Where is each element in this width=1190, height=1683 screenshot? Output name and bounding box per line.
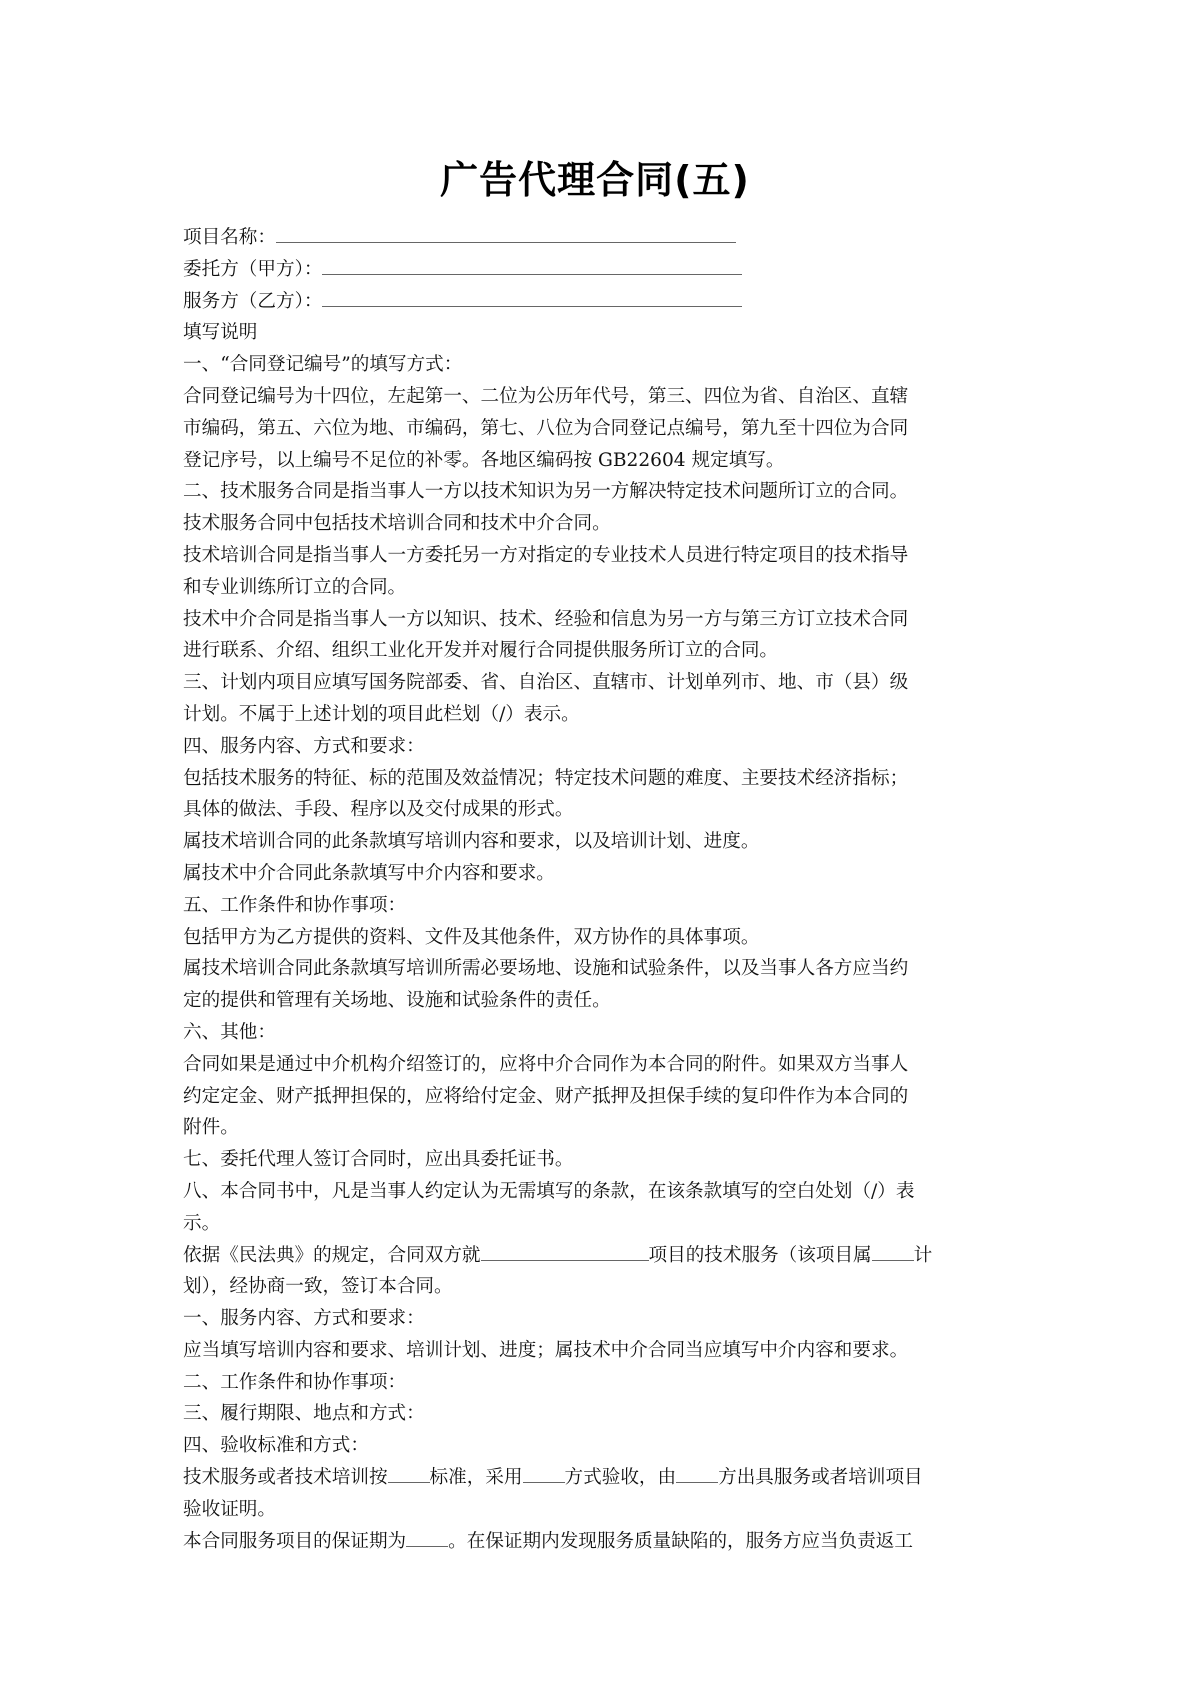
service-provider-blank[interactable] [322, 286, 742, 307]
instruction-line: 登记序号，以上编号不足位的补零。各地区编码按 GB22604 规定填写。 [183, 449, 785, 471]
acceptance-line-2: 验收证明。 [183, 1498, 276, 1520]
preamble-line-1 [183, 1240, 1018, 1272]
instruction-line: 二、技术服务合同是指当事人一方以技术知识为另一方解决特定技术问题所订立的合同。 [183, 481, 909, 503]
instruction-line: 附件。 [183, 1117, 239, 1139]
preamble-text: 项目的技术服务（该项目属 [648, 1244, 872, 1266]
instruction-line: 合同如果是通过中介机构介绍签订的，应将中介合同作为本合同的附件。如果双方当事人 [183, 1053, 909, 1075]
project-name-blank[interactable] [276, 222, 736, 243]
party-blank[interactable] [676, 1462, 718, 1483]
instruction-line: 属技术中介合同此条款填写中介内容和要求。 [183, 862, 555, 884]
client-blank[interactable] [322, 254, 742, 275]
service-provider-label: 服务方（乙方）： [183, 290, 323, 312]
instruction-line: 技术培训合同是指当事人一方委托另一方对指定的专业技术人员进行特定项目的技术指导 [183, 544, 909, 566]
warranty-text: 。在保证期内发现服务质量缺陷的，服务方应当负责返工 [448, 1530, 913, 1552]
instruction-line: 一、“合同登记编号”的填写方式： [183, 354, 463, 376]
method-blank[interactable] [523, 1462, 565, 1483]
project-name-row [183, 222, 1018, 254]
instruction-line: 市编码，第五、六位为地、市编码，第七、八位为合同登记点编号，第九至十四位为合同 [183, 417, 909, 439]
instruction-line: 属技术培训合同的此条款填写培训内容和要求，以及培训计划、进度。 [183, 831, 760, 853]
instruction-line: 五、工作条件和协作事项： [183, 894, 407, 916]
preamble-text: 依据《民法典》的规定，合同双方就 [183, 1244, 481, 1266]
warranty-period-blank[interactable] [406, 1526, 448, 1547]
document-title: 广告代理合同(五) [440, 158, 750, 202]
instruction-line: 和专业训练所订立的合同。 [183, 576, 407, 598]
instruction-line: 六、其他： [183, 1021, 276, 1043]
instruction-line: 计划。不属于上述计划的项目此栏划（/）表示。 [183, 703, 580, 725]
acceptance-text: 方式验收，由 [564, 1467, 677, 1489]
section-1-heading: 一、服务内容、方式和要求： [183, 1308, 425, 1330]
warranty-text: 本合同服务项目的保证期为 [183, 1530, 407, 1552]
instruction-line: 具体的做法、手段、程序以及交付成果的形式。 [183, 799, 574, 821]
acceptance-text: 方出具服务或者培训项目 [718, 1467, 923, 1489]
client-label: 委托方（甲方）： [183, 258, 323, 280]
preamble-text: 计 [913, 1244, 933, 1266]
service-provider-row [183, 286, 1018, 318]
instruction-line: 定的提供和管理有关场地、设施和试验条件的责任。 [183, 990, 611, 1012]
instruction-line: 示。 [183, 1212, 221, 1234]
instruction-line: 进行联系、介绍、组织工业化开发并对履行合同提供服务所订立的合同。 [183, 640, 779, 662]
instruction-line: 合同登记编号为十四位，左起第一、二位为公历年代号，第三、四位为省、自治区、直辖 [183, 385, 909, 407]
standard-blank[interactable] [388, 1462, 430, 1483]
section-3-heading: 三、履行期限、地点和方式： [183, 1403, 425, 1425]
preamble-line-2: 划），经协商一致，签订本合同。 [183, 1276, 453, 1298]
instruction-line: 包括甲方为乙方提供的资料、文件及其他条件，双方协作的具体事项。 [183, 926, 760, 948]
instruction-line: 七、委托代理人签订合同时，应出具委托证书。 [183, 1149, 574, 1171]
project-name-label: 项目名称： [183, 227, 276, 248]
document-body [183, 222, 1018, 1557]
instruction-line: 三、计划内项目应填写国务院部委、省、自治区、直辖市、计划单列市、地、市（县）级 [183, 672, 909, 694]
client-row [183, 254, 1018, 286]
acceptance-text: 技术服务或者技术培训按 [183, 1467, 388, 1489]
instructions-heading: 填写说明 [183, 322, 258, 344]
acceptance-line [183, 1462, 1018, 1494]
section-4-heading: 四、验收标准和方式： [183, 1435, 369, 1457]
instruction-line: 包括技术服务的特征、标的范围及效益情况；特定技术问题的难度、主要技术经济指标； [183, 767, 909, 789]
instruction-line: 四、服务内容、方式和要求： [183, 735, 425, 757]
plan-blank[interactable] [872, 1240, 914, 1261]
warranty-line [183, 1526, 1018, 1558]
section-2-heading: 二、工作条件和协作事项： [183, 1371, 407, 1393]
instruction-line: 技术中介合同是指当事人一方以知识、技术、经验和信息为另一方与第三方订立技术合同 [183, 608, 909, 630]
instruction-line: 约定定金、财产抵押担保的，应将给付定金、财产抵押及担保手续的复印件作为本合同的 [183, 1085, 909, 1107]
section-1-text: 应当填写培训内容和要求、培训计划、进度；属技术中介合同当应填写中介内容和要求。 [183, 1339, 909, 1361]
acceptance-text: 标准，采用 [429, 1467, 523, 1489]
instruction-line: 八、本合同书中，凡是当事人约定认为无需填写的条款，在该条款填写的空白处划（/）表 [183, 1180, 915, 1202]
instruction-line: 属技术培训合同此条款填写培训所需必要场地、设施和试验条件，以及当事人各方应当约 [183, 958, 909, 980]
project-blank[interactable] [481, 1240, 649, 1261]
instruction-line: 技术服务合同中包括技术培训合同和技术中介合同。 [183, 513, 611, 535]
